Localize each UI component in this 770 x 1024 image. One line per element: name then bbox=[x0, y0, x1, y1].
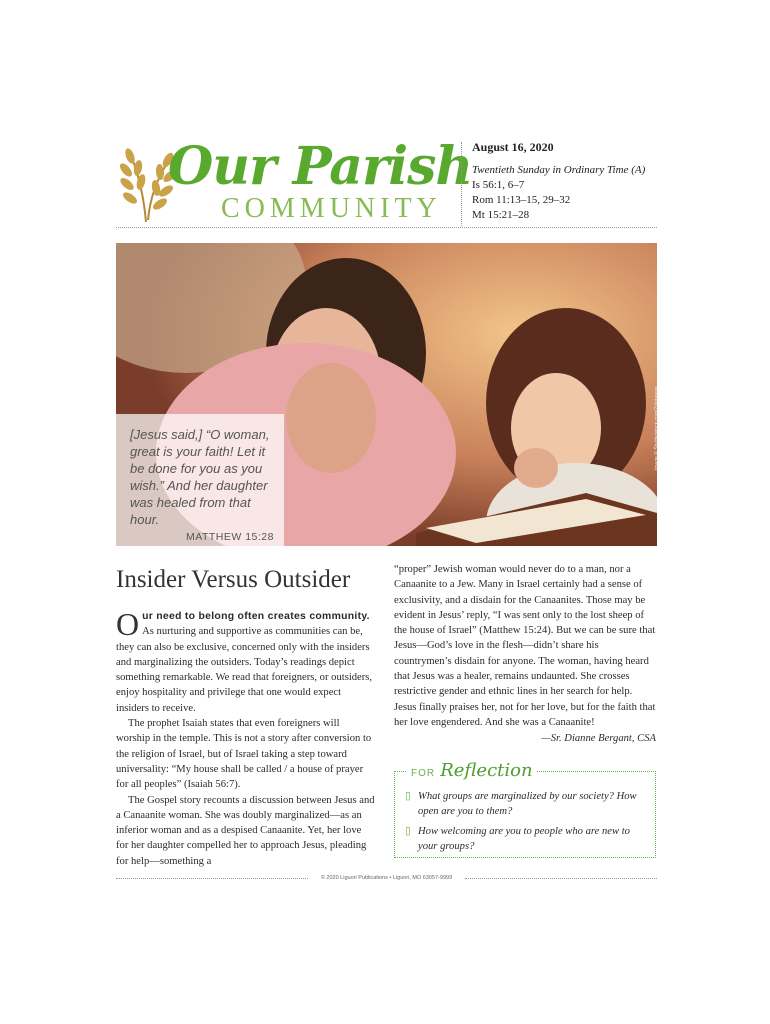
checkbox-bullet-icon: ▯ bbox=[405, 826, 411, 837]
article-paragraph-1-body: As nurturing and supportive as communities can be, they can also be exclusive, concerned only with the insiders and marginalizing the outsiders. Today’s readings depict something remarkable. We read that foreigners, or outsiders, enjoy hospitality and privilege that one would expect insiders to receive. bbox=[116, 626, 373, 714]
reflection-box bbox=[394, 760, 656, 858]
footer-rule-right bbox=[465, 878, 657, 879]
photo-credit: Image © Shutterstock.com/Zolotarevs bbox=[654, 386, 660, 470]
wheat-logo-icon bbox=[116, 144, 176, 222]
article-lead: ur need to belong often creates community. bbox=[142, 611, 370, 622]
masthead bbox=[116, 136, 657, 228]
masthead-subtitle: COMMUNITY bbox=[221, 193, 442, 224]
masthead-divider bbox=[461, 142, 462, 226]
article-paragraph-2: The prophet Isaiah states that even foreigners will worship in the temple. This is not a story after conversion to the religion of Israel, but of Israel taking a step toward universality: “My house shall be called / a house of prayer for all peoples” (Isaiah 56:7). bbox=[116, 718, 372, 791]
footer bbox=[116, 872, 657, 884]
article-paragraph-3: The Gospel story recounts a discussion between Jesus and a Canaanite woman. She was doubly marginalized—as an inferior woman and as a despised Canaanite. Yet, her love for her daughter compelled her to approach Jesus, pleading for help—something a bbox=[116, 794, 375, 867]
reflection-for-label: FOR bbox=[411, 768, 436, 779]
drop-cap: O bbox=[116, 606, 140, 642]
issue-date: August 16, 2020 bbox=[472, 140, 554, 154]
reflection-title: Reflection bbox=[440, 760, 533, 781]
checkbox-bullet-icon: ▯ bbox=[405, 791, 411, 802]
liturgy-info bbox=[472, 140, 645, 223]
article-column-right bbox=[394, 562, 656, 747]
reflection-question: ▯ What groups are marginalized by our society? How open are you to them? bbox=[405, 791, 637, 817]
masthead-title: Our Parish bbox=[168, 136, 473, 197]
article-paragraph-1 bbox=[116, 606, 376, 716]
article-byline: —Sr. Dianne Bergant, CSA bbox=[541, 733, 656, 745]
scripture-quote-box bbox=[116, 414, 284, 546]
reflection-heading bbox=[407, 760, 537, 781]
footer-copyright: © 2020 Liguori Publications • Liguori, MO 63057-9999 bbox=[320, 875, 453, 881]
article-headline: Insider Versus Outsider bbox=[116, 566, 351, 593]
scripture-reference: MATTHEW 15:28 bbox=[186, 531, 274, 543]
scripture-quote: [Jesus said,] “O woman, great is your faith! Let it be done for you as you wish.” And her daughter was healed from that hour. bbox=[130, 427, 270, 527]
article-paragraph-4: “proper” Jewish woman would never do to a man, nor a Canaanite to a Jew. Many in Israel certainly had a sense of exclusivity, and a disdain for the Canaanites. Those may be evident in Jesus’ reply, “I was sent only to the lost sheep of the house of Israel” (Matthew 15:24). But we can be sure that Jesus—God’s love in the flesh—didn’t share his countrymen’s disdain for anyone. The woman, having heard that Jesus was a healer, remains undaunted. She crosses restrictive gender and ethnic lines in her search for help. Jesus finally praises her, not for her love, but for the faith that her love engendered. And she was a Canaanite! bbox=[394, 564, 656, 728]
reading-1: Is 56:1, 6–7 bbox=[472, 179, 525, 191]
reflection-questions bbox=[405, 789, 645, 859]
reflection-question: ▯ How welcoming are you to people who are new to your groups? bbox=[405, 826, 630, 852]
reading-3: Mt 15:21–28 bbox=[472, 209, 530, 221]
liturgical-week: Twentieth Sunday in Ordinary Time (A) bbox=[472, 164, 646, 176]
reading-2: Rom 11:13–15, 29–32 bbox=[472, 194, 571, 206]
masthead-rule bbox=[116, 227, 657, 228]
article-column-left bbox=[116, 606, 376, 869]
